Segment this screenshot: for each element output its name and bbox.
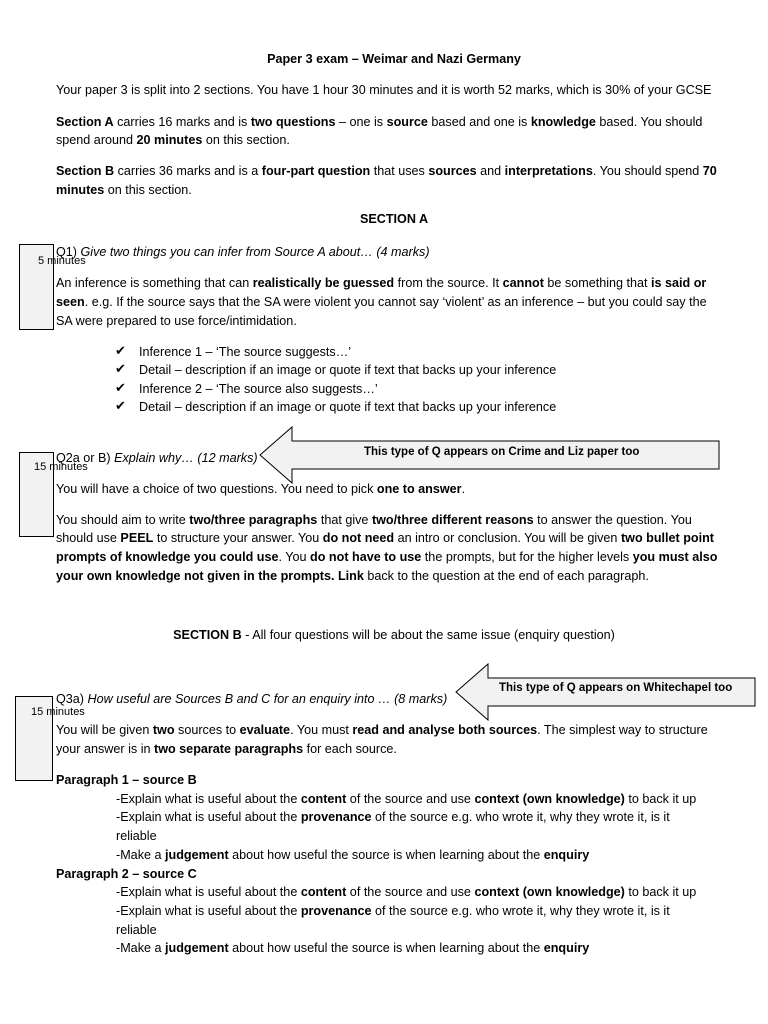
q2-time-label: 15 minutes	[34, 461, 88, 473]
section-b-overview-line-2: minutes on this section.	[56, 183, 192, 197]
q2-guidance-line-3: prompts of knowledge you could use. You do not have to use the prompts, but for the higher levels you must also	[56, 550, 718, 564]
q2-guidance-line-2: should use PEEL to structure your answer. You do not need an intro or conclusion. You will be given two bullet point	[56, 531, 714, 545]
q2-guidance-line-1: You should aim to write two/three paragraphs that give two/three different reasons to answer the question. You	[56, 513, 692, 527]
q1-explanation-line-2: seen. e.g. If the source says that the SA were violent you cannot say ‘violent’ as an inference – but you could say the	[56, 295, 707, 309]
q1-explanation-line-1: An inference is something that can realistically be guessed from the source. It cannot be something that is said or	[56, 276, 707, 290]
q1-bullet: Inference 1 – ‘The source suggests…’	[139, 345, 352, 359]
checkmark-icon: ✔	[115, 380, 126, 395]
checkmark-icon: ✔	[115, 343, 126, 358]
paragraph-1-provenance-step: -Explain what is useful about the provenance of the source e.g. who wrote it, why they wrote it, is it	[116, 810, 670, 824]
paragraph-1-judgement-step: -Make a judgement about how useful the source is when learning about the enquiry	[116, 848, 590, 862]
q3-callout-text: This type of Q appears on Whitechapel too	[499, 682, 733, 694]
checkmark-icon: ✔	[115, 361, 126, 376]
q3-question: Q3a) How useful are Sources B and C for an enquiry into … (8 marks)	[56, 692, 448, 706]
section-a-overview-line-2: spend around 20 minutes on this section.	[56, 133, 290, 147]
paragraph-2-heading: Paragraph 2 – source C	[56, 867, 197, 881]
checkmark-icon: ✔	[115, 398, 126, 413]
intro-text: Your paper 3 is split into 2 sections. You have 1 hour 30 minutes and it is worth 52 marks, which is 30% of your GCSE	[56, 83, 712, 97]
q3-intro-line-2: your answer is in two separate paragraphs for each source.	[56, 742, 397, 756]
section-b-overview-line-1: Section B carries 36 marks and is a four-part question that uses sources and interpretations. You should spend 70	[56, 164, 717, 178]
paragraph-1-heading: Paragraph 1 – source B	[56, 773, 197, 787]
q1-time-label: 5 minutes	[38, 255, 86, 267]
paragraph-2-provenance-step: -Explain what is useful about the provenance of the source e.g. who wrote it, why they wrote it, is it	[116, 904, 670, 918]
q2-guidance-line-4: your own knowledge not given in the prompts. Link back to the question at the end of each paragraph.	[56, 569, 649, 583]
section-a-heading: SECTION A	[359, 212, 429, 226]
q3-time-label: 15 minutes	[31, 706, 85, 718]
q1-question: Q1) Give two things you can infer from Source A about… (4 marks)	[56, 245, 430, 259]
page-title: Paper 3 exam – Weimar and Nazi Germany	[267, 52, 521, 66]
q1-bullet: Detail – description if an image or quote if text that backs up your inference	[139, 363, 557, 377]
section-a-overview-line-1: Section A carries 16 marks and is two questions – one is source based and one is knowledge based. You should	[56, 115, 703, 129]
paragraph-2-judgement-step: -Make a judgement about how useful the source is when learning about the enquiry	[116, 941, 590, 955]
paragraph-2-content-step: -Explain what is useful about the content of the source and use context (own knowledge) to back it up	[116, 885, 697, 899]
q2-callout-text: This type of Q appears on Crime and Liz paper too	[364, 446, 640, 458]
q1-bullet: Inference 2 – ‘The source also suggests…’	[139, 382, 378, 396]
section-b-heading: SECTION B - All four questions will be about the same issue (enquiry question)	[173, 628, 615, 642]
q2-question: Q2a or B) Explain why… (12 marks)	[56, 451, 258, 465]
paragraph-1-content-step: -Explain what is useful about the content of the source and use context (own knowledge) to back it up	[116, 792, 697, 806]
q2-choice-text: You will have a choice of two questions. You need to pick one to answer.	[56, 482, 466, 496]
q3-intro-line-1: You will be given two sources to evaluate. You must read and analyse both sources. The simplest way to structure	[56, 723, 708, 737]
paragraph-2-provenance-cont: reliable	[116, 923, 157, 937]
paragraph-1-provenance-cont: reliable	[116, 829, 157, 843]
q1-explanation-line-3: SA were prepared to use force/intimidation.	[56, 314, 297, 328]
q1-bullet: Detail – description if an image or quote if text that backs up your inference	[139, 400, 557, 414]
